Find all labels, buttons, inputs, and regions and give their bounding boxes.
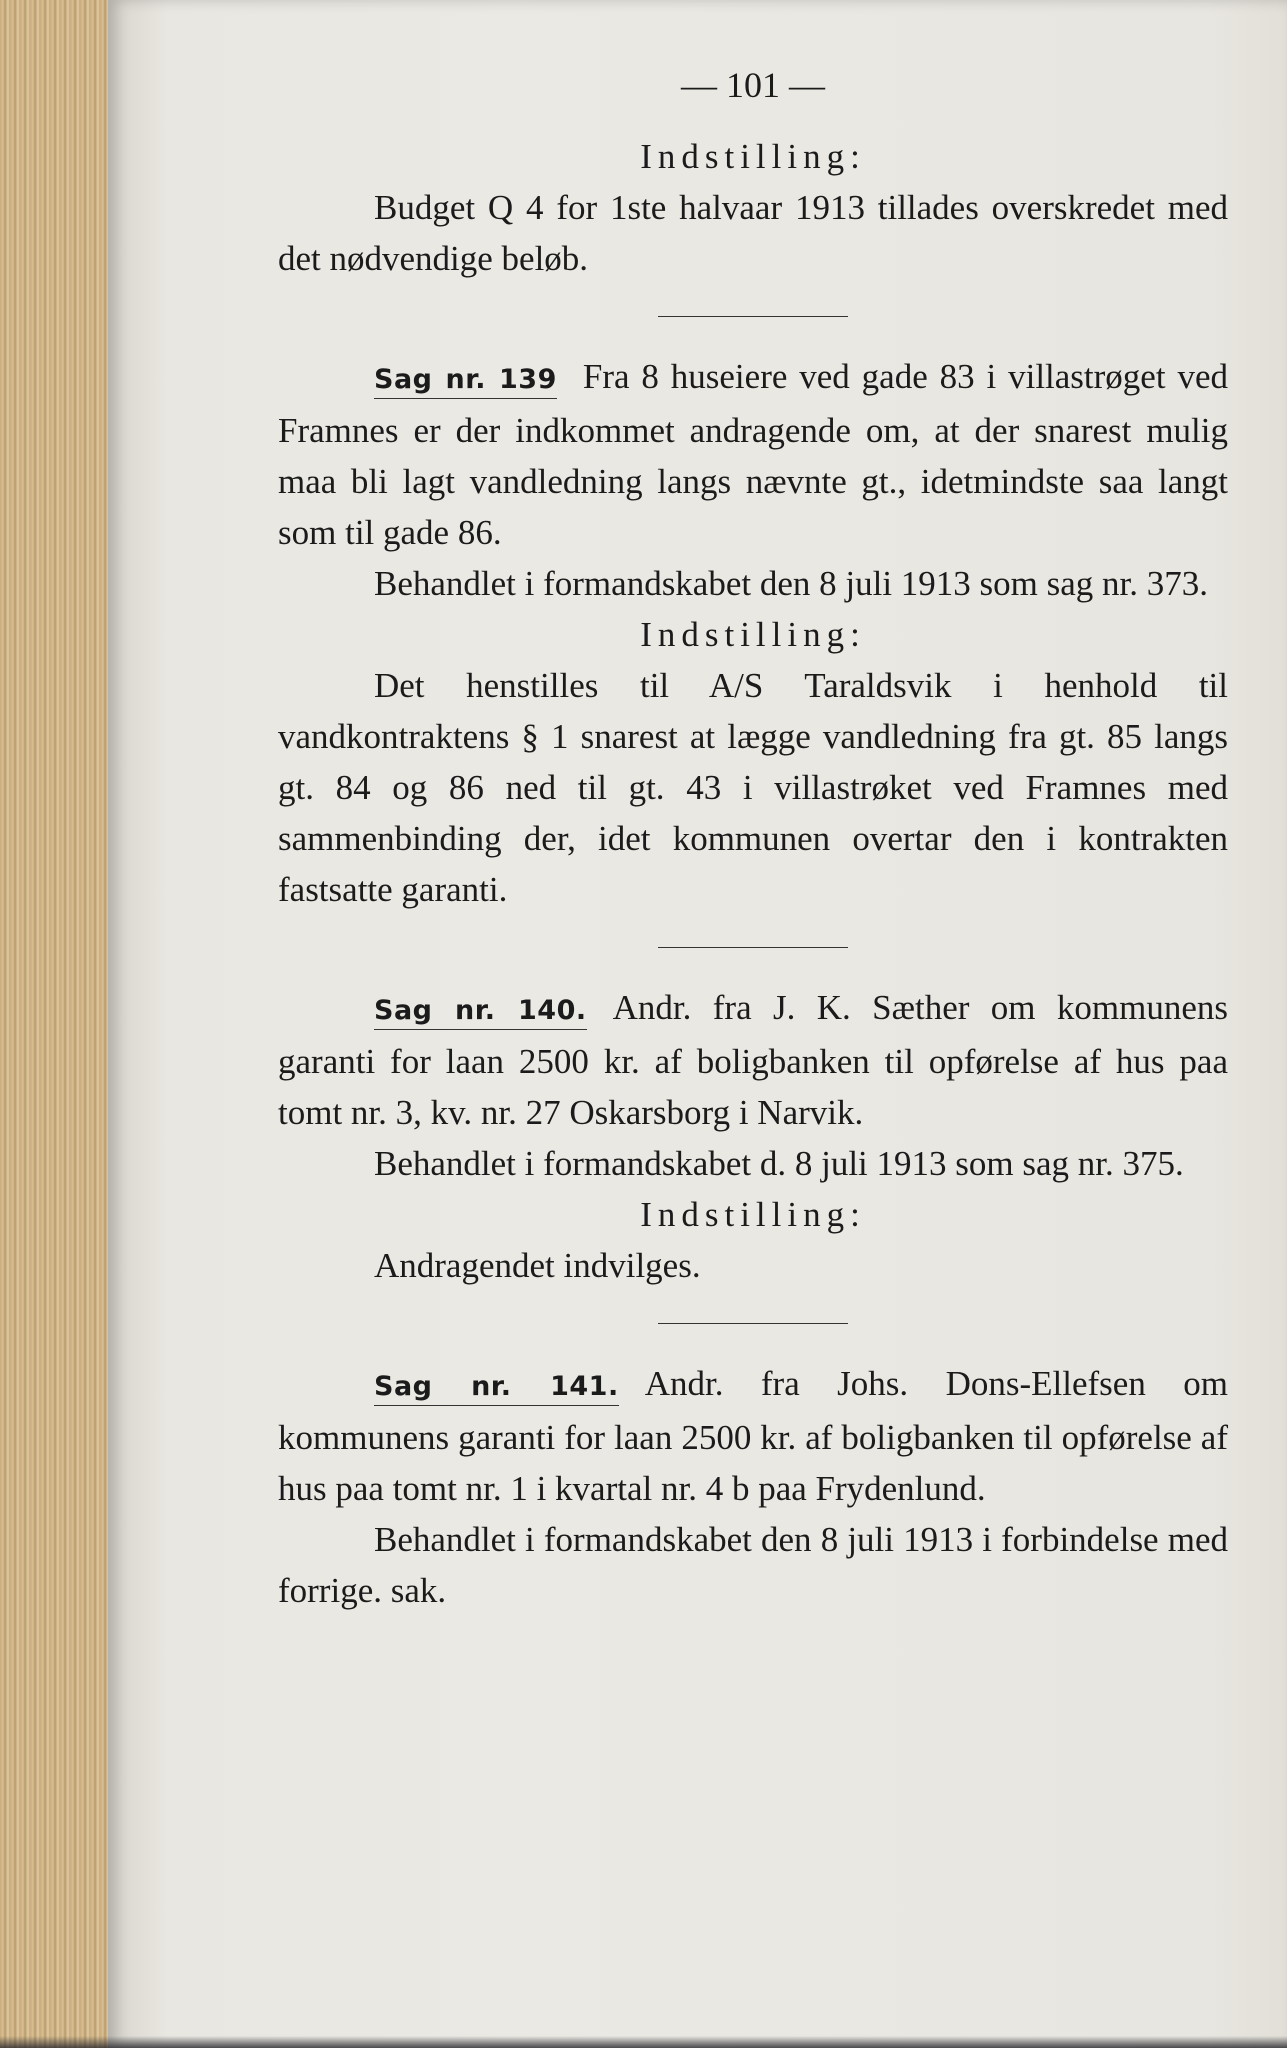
section-divider (658, 947, 848, 948)
section-divider (658, 1323, 848, 1324)
indstilling-heading: Indstilling: (640, 615, 866, 654)
book-page-edges (0, 0, 118, 2048)
sag-140-behandlet: Behandlet i formandskabet d. 8 juli 1913 som sag nr. 375. (374, 1144, 1184, 1183)
sag-140-indstilling: Andragendet indvilges. (374, 1246, 701, 1285)
sag-140-label: Sag nr. 140. (374, 995, 587, 1030)
sag-139-behandlet: Behandlet i formandskabet den 8 juli 1913 som sag nr. 373. (374, 564, 1209, 603)
bottom-shadow (0, 2036, 1287, 2048)
page-text (278, 60, 1228, 1616)
page-number: — 101 — (681, 65, 825, 105)
paragraph-budget: Budget Q 4 for 1ste halvaar 1913 tillades overskredet med det nødvendige beløb. (278, 188, 1228, 278)
sag-141-label: Sag nr. 141. (374, 1371, 619, 1406)
sag-140-paragraph (278, 982, 1228, 1138)
indstilling-heading: Indstilling: (640, 1195, 866, 1234)
sag-139-text: Fra 8 huseiere ved gade 83 i villastrøget ved Framnes er der indkommet andragende om, at der snarest mulig maa bli lagt vandledning langs nævnte gt., idetmindste saa langt som til gade 86. (278, 357, 1228, 552)
sag-141-text: Andr. fra Johs. Dons-Ellefsen om kommunens garanti for laan 2500 kr. af boligbanken til opførelse af hus paa tomt nr. 1 i kvartal nr. 4 b paa Frydenlund. (278, 1364, 1228, 1508)
sag-140-text: Andr. fra J. K. Sæther om kommunens garanti for laan 2500 kr. af boligbanken til opførelse af hus paa tomt nr. 3, kv. nr. 27 Oskarsborg i Narvik. (278, 988, 1229, 1132)
sag-141-paragraph (278, 1358, 1228, 1514)
sag-139-label: Sag nr. 139 (374, 364, 557, 399)
indstilling-heading: Indstilling: (640, 137, 866, 176)
sag-139-paragraph (278, 351, 1228, 558)
sag-141-behandlet: Behandlet i formandskabet den 8 juli 1913 i forbindelse med forrige. sak. (278, 1520, 1228, 1610)
sag-139-indstilling: Det henstilles til A/S Taraldsvik i henhold til vandkontraktens § 1 snarest at lægge vandledning fra gt. 85 langs gt. 84 og 86 ned til gt. 43 i villastrøket ved Framnes med sammenbinding der, idet kommunen overtar den i kontrakten fastsatte garanti. (278, 666, 1228, 909)
section-divider (658, 316, 848, 317)
